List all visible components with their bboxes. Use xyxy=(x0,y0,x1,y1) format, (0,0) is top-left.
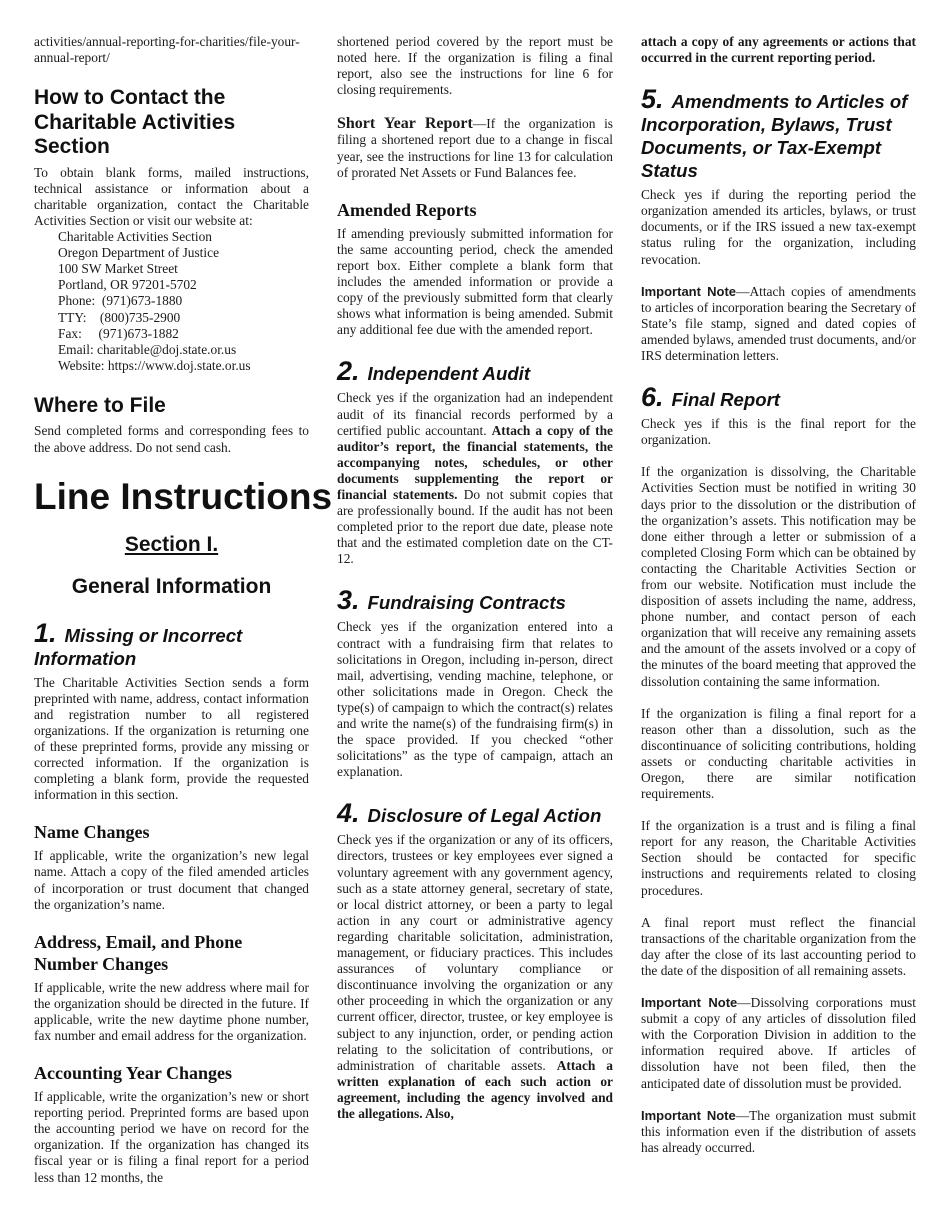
line-title: Final Report xyxy=(671,389,780,411)
website-url-fragment: activities/annual-reporting-for-charities/file-your-annual-report/ xyxy=(34,34,300,66)
line-4-bold-continued: attach a copy of any agreements or actions that occurred in the current reporting period. xyxy=(641,34,916,66)
address-line: Charitable Activities Section xyxy=(58,229,212,245)
line-6-paragraph: If the organization is a trust and is filing a final report for any reason, the Charitable Activities Section should be contacted for specific instructions and requirements related to closing procedures. xyxy=(641,818,916,898)
line-4-text: Check yes if the organization or any of its officers, directors, trustees or key employees ever signed a voluntary agreement with any government agency, such as a state attorney general, secretary of state, or local district attorney, or been a party to legal action in any court or administrative agency regarding charitable solicitation, administration, management, or fiduciary practices. This includes assurances of voluntary compliance or discontinuance involving the organization or any other proceeding in which the organization or any current officer, director, trustee, or key employee is subject to any injunction, order, or pending action relating to the solicitation of contributions, or administration of charitable assets. xyxy=(337,832,613,1073)
important-note-label: Important Note xyxy=(641,283,737,299)
line-2-text: Check yes if the organization had an independent audit of its financial records performed by a certified public accountant. xyxy=(337,390,613,438)
important-note-label: Important Note xyxy=(641,995,738,1011)
important-note-text: —Attach copies of amendments to articles of incorporation bearing the Secretary of State’s file stamp, signed and dated copies of amended bylaws, amended trust documents, and/or IRS determination letters. xyxy=(641,283,916,364)
where-to-file-heading: Where to File xyxy=(34,393,166,417)
line-5-body: Check yes if during the reporting period the organization amended its articles, bylaws, or trust documents, or if the IRS issued a new tax-exempt status ruling for the organization, including revocation. xyxy=(641,187,916,267)
line-1-heading xyxy=(34,617,309,670)
line-6-paragraph: If the organization is filing a final report for a reason other than a dissolution, such as the discontinuance of soliciting contributions, holding assets or conducting charitable activities in Oregon, there are similar notification requirements. xyxy=(641,705,916,802)
column-left xyxy=(34,34,333,1186)
line-6-paragraph: A final report must reflect the financial transactions of the charitable organization from the day after the close of its last accounting period to the date of the disposition of all remaining assets. xyxy=(641,914,916,978)
line-4-bold-text: Attach a written explanation of each such action or agreement, including the agency involved and the allegations. Also, xyxy=(337,1057,614,1121)
address-changes-body: If applicable, write the new address where mail for the organization should be directed in the future. If applicable, write the new daytime phone number, fax number and email address for the organization. xyxy=(34,979,309,1043)
line-number: 2. xyxy=(337,356,360,387)
accounting-year-continued: shortened period covered by the report must be noted here. If the organization is filing a final report, also see the instructions for line 6 for closing requirements. xyxy=(337,34,613,98)
line-4-heading xyxy=(337,798,613,829)
line-6-paragraph: If the organization is dissolving, the Charitable Activities Section must be notified in writing 30 days prior to the dissolution or the distribution of the organization’s assets. This notification may be done either through a letter or submission of a completed Closing Form which can be obtained by contacting the Charitable Activities Section or from our website. Notification must include the disposition of assets including the name, address, phone number, and contact person of each organization that will receive any remaining assets and the amount of the assets involved or a copy of the minutes of the board meeting that approved the dissolution containing the same information. xyxy=(641,464,916,689)
section-title: Section I. xyxy=(124,532,219,556)
name-changes-body: If applicable, write the organization’s new legal name. Attach a copy of the filed amended articles of incorporation or trust document that changed the organization’s name. xyxy=(34,848,309,912)
important-note-text: —Dissolving corporations must submit a copy of any articles of dissolution filed with the Corporation Division in addition to the information required above. If articles of dissolution have not been filed, then the anticipated date of dissolution must be provided. xyxy=(641,995,916,1091)
line-4-body xyxy=(337,832,613,1122)
line-2-body xyxy=(337,390,613,567)
line-3-heading xyxy=(337,585,613,616)
amended-reports-heading: Amended Reports xyxy=(337,199,477,220)
line-6-important-note xyxy=(641,1108,916,1156)
line-2-text-end: Do not submit copies that are professionally bound. If the audit has not been completed prior to the report due date, please note that and the estimated completion date on the CT-12. xyxy=(337,486,613,567)
line-1-body: The Charitable Activities Section sends a form preprinted with name, address, contact information and registration number to all registered organizations. If the organization is returning one of these preprinted forms, provide any missing or corrected information. If the organization is completing a blank form, provide the requested information in this section. xyxy=(34,674,309,803)
important-note-label: Important Note xyxy=(641,1107,736,1123)
line-instructions-title: Line Instructions xyxy=(34,475,333,517)
line-6-heading xyxy=(641,382,916,413)
line-number: 4. xyxy=(337,798,360,829)
line-4-continued xyxy=(641,34,916,66)
accounting-year-body: If applicable, write the organization’s new or short reporting period. Preprinted forms are based upon the accounting period we have on record for the organization. If the organization has changed its fiscal year or is filing a final report for a period less than 12 months, the xyxy=(34,1089,309,1185)
fax-line: Fax: (971)673-1882 xyxy=(58,325,179,341)
line-title: Independent Audit xyxy=(367,363,531,385)
address-line: Portland, OR 97201-5702 xyxy=(58,277,197,293)
short-year-lead: Short Year Report xyxy=(337,115,473,133)
line-title: Amendments to Articles of Incorporation, Bylaws, Trust Documents, or Tax-Exempt Status xyxy=(641,91,908,182)
column-right xyxy=(641,34,916,1156)
tty-line: TTY: (800)735-2900 xyxy=(58,309,181,325)
website-line: Website: https://www.doj.state.or.us xyxy=(58,357,251,373)
column-middle xyxy=(337,34,613,1122)
phone-line: Phone: (971)673-1880 xyxy=(58,293,183,309)
amended-reports-body: If amending previously submitted information for the same accounting period, check the amended report box. Either complete a blank form that includes the amended information or provide a copy of the previously submitted form that clearly shows what information is being amended. Submit any additional fee due with the amended report. xyxy=(337,225,613,338)
important-note-text: —The organization must submit this information even if the distribution of assets has already occurred. xyxy=(641,1107,916,1155)
line-6-paragraph: Check yes if this is the final report for the organization. xyxy=(641,416,916,448)
line-6-important-note xyxy=(641,995,916,1092)
short-year-report-paragraph xyxy=(337,116,613,180)
address-line: 100 SW Market Street xyxy=(58,261,178,277)
line-number: 6. xyxy=(641,382,664,413)
email-line: Email: charitable@doj.state.or.us xyxy=(58,341,237,357)
line-title: Fundraising Contracts xyxy=(367,592,566,614)
line-number: 3. xyxy=(337,585,360,616)
contact-address-block xyxy=(58,229,309,374)
contact-body: To obtain blank forms, mailed instructions, technical assistance or information about a charitable organization, contact the Charitable Activities Section or visit our website at: xyxy=(34,164,309,228)
contact-heading: How to Contact the Charitable Activities Section xyxy=(34,86,236,159)
line-title: Missing or Incorrect Information xyxy=(34,624,243,669)
name-changes-heading: Name Changes xyxy=(34,822,150,843)
where-to-file-body: Send completed forms and corresponding fees to the above address. Do not send cash. xyxy=(34,423,309,455)
address-line: Oregon Department of Justice xyxy=(58,245,220,261)
accounting-year-heading: Accounting Year Changes xyxy=(34,1063,233,1084)
section-subtitle: General Information xyxy=(71,574,272,598)
line-number: 5. xyxy=(641,84,664,115)
line-2-heading xyxy=(337,356,613,387)
line-title: Disclosure of Legal Action xyxy=(367,805,602,827)
line-3-body: Check yes if the organization entered into a contract with a fundraising firm that relates to solicitations in Oregon, including in-person, direct mail, advertising, vending machine, telephone, or other solicitations made in Oregon. Check the type(s) of campaign to which the contract(s) relates and write the name(s) of the fundraising firm(s) in the space provided. If you checked “other solicitations” as the type of campaign, attach an explanation. xyxy=(337,619,613,780)
short-year-body: —If the organization is filing a shortened report due to a change in fiscal year, see the instructions for line 13 for calculation of prorated Net Assets or Fund Balances fee. xyxy=(337,116,614,180)
line-number: 1. xyxy=(34,617,57,648)
line-5-heading xyxy=(641,84,916,182)
line-5-important-note xyxy=(641,284,916,364)
address-changes-heading: Address, Email, and Phone Number Changes xyxy=(34,931,243,974)
line-2-bold-text: Attach a copy of the auditor’s report, the financial statements, the accompanying notes, schedules, or other documents supplementing the report or financial statements. xyxy=(337,422,614,502)
